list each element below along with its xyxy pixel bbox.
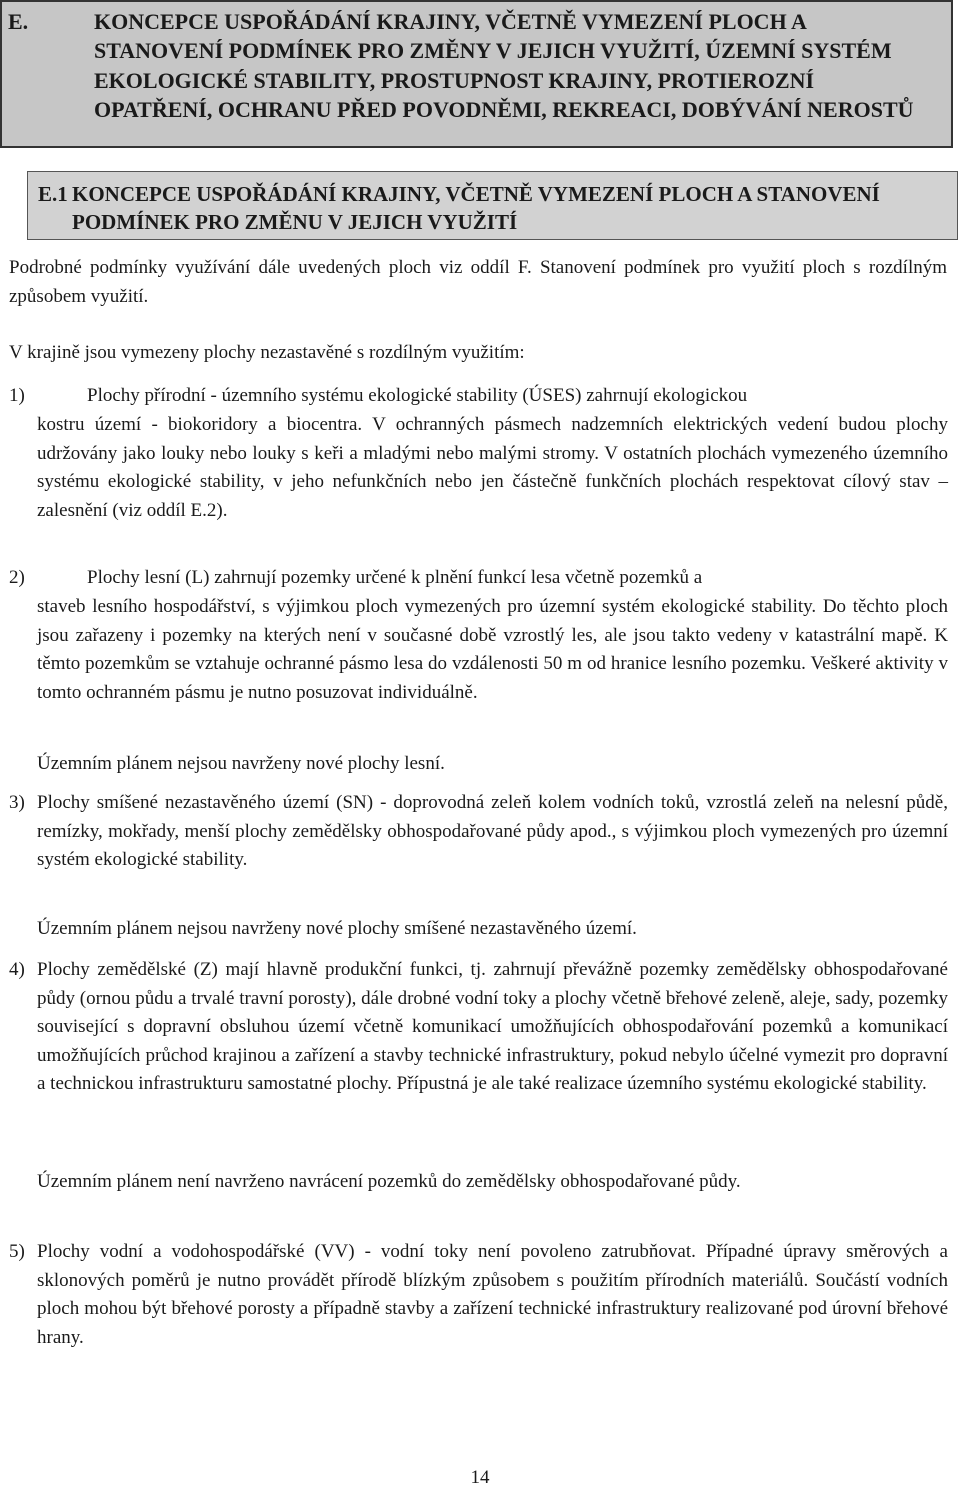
- item-4-number: 4): [9, 959, 25, 980]
- item-4-note: Územním plánem není navrženo navrácení pozemků do zemědělsky obhospodařované půdy.: [37, 1171, 741, 1192]
- item-1-first-line: Plochy přírodní - územního systému ekologické stability (ÚSES) zahrnují ekologickou: [87, 385, 748, 406]
- item-3-number: 3): [9, 792, 25, 813]
- section-number: E.1: [38, 182, 68, 206]
- item-3-text: Plochy smíšené nezastavěného území (SN) - doprovodná zeleň kolem vodních toků, vzrostlá zeleň na nelesní půdě, remízky, mokřady, menší plochy zemědělsky obhospodařované půdy apod., s výjimkou ploch vymezených pro územní systém ekologické stability.: [37, 792, 948, 871]
- item-2-note: Územním plánem nejsou navrženy nové plochy lesní.: [37, 753, 445, 774]
- intro-paragraph: Podrobné podmínky využívání dále uvedených ploch viz oddíl F. Stanovení podmínek pro využití ploch s rozdílným způsobem využití.: [9, 257, 947, 307]
- item-5-text: Plochy vodní a vodohospodářské (VV) - vodní toky není povoleno zatrubňovat. Případné úpravy směrových a sklonových poměrů je nutno provádět přírodě blízkým způsobem s použitím přírodních materiálů. Součástí vodních ploch mohou být břehové porosty a případně stavby a zařízení technické infrastruktury realizované pod úrovní břehové hrany.: [37, 1241, 948, 1348]
- item-4-text: Plochy zemědělské (Z) mají hlavně produkční funkci, tj. zahrnují převážně pozemky zemědělsky obhospodařované půdy (ornou půdu a trvalé travní porosty), dále drobné vodní toky a plochy včetně břehové zeleně, aleje, sady, pozemky související s dopravní obsluhou území včetně komunikací umožňujících obhospodařování pozemků a komunikací umožňujících průchod krajinou a zařízení a stavby technické infrastruktury, pokud nebylo účelné vymezit pro dopravní a technickou infrastrukturu samostatné plochy. Přípustná je ale také realizace územního systému ekologické stability.: [37, 959, 948, 1095]
- item-1-text: kostru území - biokoridory a biocentra. V ochranných pásmech nadzemních elektrických vedení budou plochy udržovány jako louky nebo louky s keři a mladými nebo malými stromy. V ostatních plochách vymezeného územního systému ekologické stability, v jeho nefunkčních nebo jen částečně funkčních plochách respektovat cílový stav – zalesnění (viz oddíl E.2).: [37, 414, 948, 521]
- item-2-text: staveb lesního hospodářství, s výjimkou ploch vymezených pro územní systém ekologické stability. Do těchto ploch jsou zařazeny i pozemky na kterých není v současné době vzrostlý les, ale jsou takto vedeny v katastrální mapě. K těmto pozemkům se vztahuje ochranné pásmo lesa do vzdálenosti 50 m od hranice lesního pozemku. Veškeré aktivity v tomto ochranném pásmu je nutno posuzovat individuálně.: [37, 596, 948, 703]
- item-2-first-line: Plochy lesní (L) zahrnují pozemky určené k plnění funkcí lesa včetně pozemků a: [87, 567, 703, 588]
- item-2-number: 2): [9, 567, 25, 588]
- section-heading-box: [27, 171, 958, 240]
- chapter-heading-box: [0, 0, 953, 148]
- chapter-number: E.: [8, 9, 29, 34]
- section-title: KONCEPCE USPOŘÁDÁNÍ KRAJINY, VČETNĚ VYMEZENÍ PLOCH A STANOVENÍ PODMÍNEK PRO ZMĚNU V JEJICH VYUŽITÍ: [72, 182, 880, 234]
- page-number: 14: [470, 1467, 490, 1488]
- item-1-number: 1): [9, 385, 25, 406]
- lead-paragraph: V krajině jsou vymezeny plochy nezastavěné s rozdílným využitím:: [9, 342, 525, 363]
- item-3-note: Územním plánem nejsou navrženy nové plochy smíšené nezastavěného území.: [37, 918, 637, 939]
- item-5-number: 5): [9, 1241, 25, 1262]
- chapter-title: KONCEPCE USPOŘÁDÁNÍ KRAJINY, VČETNĚ VYMEZENÍ PLOCH A STANOVENÍ PODMÍNEK PRO ZMĚNY V JEJICH VYUŽITÍ, ÚZEMNÍ SYSTÉM EKOLOGICKÉ STABILITY, PROSTUPNOST KRAJINY, PROTIEROZNÍ OPATŘENÍ, OCHRANU PŘED POVODNĚMI, REKREACI, DOBÝVÁNÍ NEROSTŮ: [94, 9, 914, 122]
